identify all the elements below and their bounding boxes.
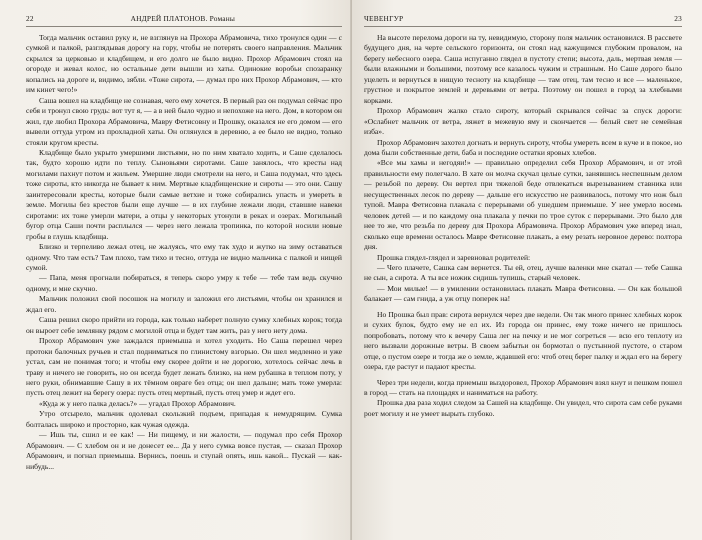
- paragraph: Прохор Абрамович уже заждался приемыша и хотел уходить. Но Саша перешел через протоки балочных ручьев и стал подниматься по глинистому взгорью. Он шел медленно и уже устал, сам не понимая того; и чтобы ему скорее дойти и не дорогою, хотелось сейчас лечь в траву и ничего не говорить, но он всегда будет лежать близко, на нем рубашка в теплом поту, у него руки, обнимавшие Сашу в их тёмном овраге без отца; он шел дальше; мать тоже умерла: пусть отец лежит на берегу озера: пусть отец мертвый, пусть отец умер и ждет его.: [26, 336, 342, 398]
- paragraph: На высоте перелома дороги на ту, невидимую, сторону поля мальчик остановился. В рассвете будущего дня, на черте сельского горизонта, он стоял над кажущимся глубоким провалом, на берегу небесного озера. Саша испуганно глядел в пустоту степи; высота, даль, мертвая земля — были влажными и большими, поэтому все казалось чужим и страшным. Но Саше дорого было уцелеть и вернуться в нищую тесноту на кладбище — там отец, там тесно и все — маленькое, грустное и покрытое землей и деревьями от ветра. Поэтому он пошел в город за хлебными корками.: [364, 33, 682, 105]
- paragraph: «Все мы хамы и негодяи!» — правильно определил себя Прохор Абрамович, и от этой правильности ему полегчало. В хате он молча скучал целые сутки, занявшись неспешным делом — резьбой по дереву. Он вертел при тяжелой беде отвлекаться вырезыванием ставника или несущественных лесок по дереву — дальше его искусство не развивалось, потому что нож был тупой. Мавра Фетисовна плакала с перерывами об ушедшем приемыше. У нее умерло восемь человек детей — и по каждому она плакала у печки по трое суток с перерывами. Это было для нее то же, что резьба по дереву для Прохора Абрамовича. Прохор Абрамович уже вперед знал, сколько еще времени осталось Мавре Фетисовне плакать, а ему резать неровное дерево: полтора дня.: [364, 158, 682, 252]
- paragraph: Прошка глядел-глядел и заревновал родителей:: [377, 252, 531, 262]
- paragraph: «Куда ж у него палка делась?» — угадал Прохор Абрамович.: [39, 398, 236, 408]
- paragraph: — Ишь ты, сшил и ее как! — Ни пищему, и ни жалости, — подумал про себя Прохор Абрамович. — С хлебом он и не донесет ее... Да у него сумка вовсе пустая, — сказал Прохор Абрамович, и погнал приемыша. Вернись, поешь и ступай опять, ишь какой... Пускай — как-нибудь...: [26, 430, 342, 471]
- right-page: [352, 0, 702, 540]
- paragraph: Прошка два раза ходил следом за Сашей на кладбище. Он увидел, что сирота сам себе руками роет могилу и не умеет вырыть глубоко.: [364, 398, 682, 418]
- paragraph: Утро отсырело, мальчик одолевал скользкий подъем, припадая к немудрящим. Сумка болталась широко и просторно, как чужая одежда.: [26, 409, 342, 429]
- left-page-number: 22: [26, 14, 34, 23]
- left-running-head: АНДРЕЙ ПЛАТОНОВ. Романы: [130, 14, 236, 23]
- paragraph: Кладбище было укрыто умершими листьями, но по ним хватало ходить, и Саше сделалось так, будто хорошо идти по теплу. Сыновьями сиротами. Саше занялось, что кресты над могилами пахнут потом и жильем. Умершие люди смотрели на него, и Саша подумал, что здесь тоже сироты, кто никогда не бывает к ним. Мертвые кладбищенские и сироты — это они. Сашу заинтересовали кресты, которые были самые ветхие и тоже собирались упасть и умереть в земле. Могилы без крестов были еще лучше — в их глубине лежали люди, ставшие навеки сиротами: их тоже умерли матери, а отцы у некоторых утонули в реках и озерах. Могильный бугор отца Саши почти расплылся — через него лежала тропинка, по которой носили новые гробы в глушь кладбища.: [26, 147, 342, 241]
- paragraph: — Чего плачете, Сашка сам вернется. Ты ей, отец, лучше валенки мне скатал — тебе Сашка не сын, а сирота. А ты все ножик сидишь тупишь, старый человек.: [364, 262, 682, 283]
- paragraph: Прохор Абрамович жалко стало сироту, который скрывался сейчас за спуск дороги: «Ослабнет мальчик от ветра, ляжет в межевую яму и скончается — белый свет не семейная изба».: [364, 106, 682, 137]
- paragraph: Саша вошел на кладбище не сознавая, чего ему хочется. В первый раз он подумал сейчас про себя и тронул свою грудь: вот тут я, — а в ней было чудно и непохоже на него. Дом, в котором он жил, где любил Прохора Абрамовича, Мавру Фетисовну и Прошку, оказался не его домом — его вывели оттуда утром из прохладной хаты. Он оглянулся в деревню, а ее было не видно, только стояли кругом кресты.: [26, 95, 342, 147]
- right-page-number: 23: [674, 14, 682, 23]
- paragraph: Саша решил скоро прийти из города, как только наберет полную сумку хлебных корок; тогда он выроет себе землянку рядом с могилой отца и будет там жить, раз у него нету дома.: [26, 315, 342, 335]
- paragraph: Через три недели, когда приемыш выздоровел, Прохор Абрамович взял кнут и пешком пошел в город — стать на площадях и наниматься на работу.: [364, 377, 682, 397]
- right-page-header: [364, 14, 682, 27]
- left-page-text: [26, 33, 342, 472]
- paragraph: Прохор Абрамович захотел догнать и вернуть сироту, чтобы умереть всем в куче и в покое, но дома были собственные дети, баба и последние остатки яровых хлебов.: [364, 137, 682, 157]
- paragraph: — Папа, меня прогнали побираться, я теперь скоро умру к тебе — тебе там ведь скучно одному, и мне скучно.: [26, 273, 342, 293]
- paragraph: Тогда мальчик оставил руку и, не взглянув на Прохора Абрамовича, тихо тронулся один — с сумкой и палкой, разглядывая дорогу на гору, чтобы не потерять своего направления. Мальчик скрылся за церковью и кладбищем, и его долго не было видно. Прохор Абрамович стоял на огороде и жевал колос, но остальные дети вышли из хаты. Одинокие воробьи спозаранку копались на дороге и, видимо, зябли. «Тоже сирота, — думал про них Прохор Абрамович, — кто им кинет чего!»: [26, 33, 342, 95]
- right-running-head: ЧЕВЕНГУР: [364, 14, 404, 23]
- paragraph: Близко и терпеливо лежал отец, не жалуясь, что ему так худо и жутко на зиму оставаться одному. Что там есть? Там плохо, там тихо и тесно, оттуда не видно мальчика с палкой и нищей сумой.: [26, 242, 342, 272]
- paragraph: Мальчик положил свой посошок на могилу и заложил его листьями, чтобы он хранился и ждал его.: [26, 294, 342, 314]
- right-page-text: [364, 33, 682, 419]
- left-page-header: [26, 14, 342, 27]
- paragraph: Но Прошка был прав: сирота вернулся через две недели. Он так много принес хлебных корок и сухих булок, будто ему не ел их. Из города он принес, ему тоже ничего не пришлось попробовать, потому что к вечеру Саша лег на печку и не мог согреться — всю его теплоту из него вызвали дорожные ветры. В своем забытьи он бормотал о пустынной пустоте, о старом отце, о пустом озере и тогда же о земле, ждавшей его: чтоб отец берег палку и ждал его на берегу озера, где растут и падают кресты.: [364, 309, 682, 372]
- paragraph: — Мои милые! — в умилении остановилась плакать Мавра Фетисовна. — Он как большой балакает — сам гнида, а уж отцу поперек на!: [364, 283, 682, 304]
